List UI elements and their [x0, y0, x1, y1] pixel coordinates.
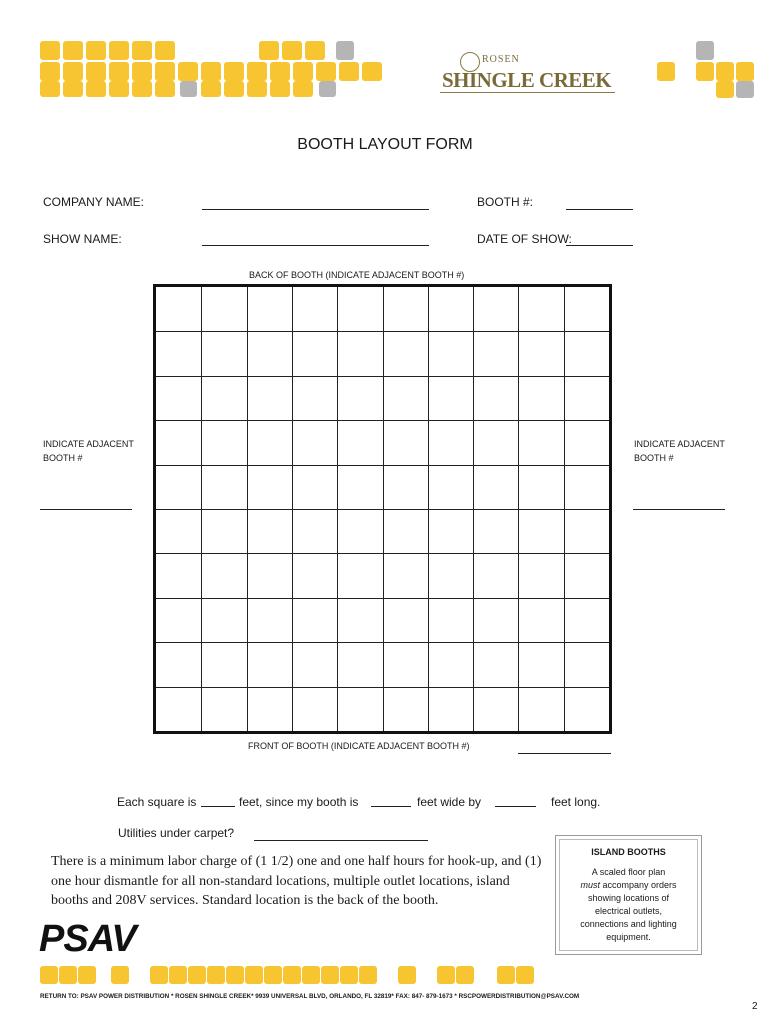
psav-logo: PSAV	[39, 918, 136, 960]
left-adjacent-label-2: BOOTH #	[43, 453, 83, 463]
booth-number-field[interactable]	[566, 209, 633, 210]
show-name-label: SHOW NAME:	[43, 232, 122, 246]
island-line-6: equipment.	[606, 932, 651, 942]
logo-top-text: ROSEN	[482, 54, 520, 65]
form-title: BOOTH LAYOUT FORM	[297, 136, 473, 153]
date-of-show-field[interactable]	[566, 245, 633, 246]
back-of-booth-label: BACK OF BOOTH (INDICATE ADJACENT BOOTH #)	[249, 270, 465, 280]
island-booths-box	[555, 835, 702, 955]
booth-number-label: BOOTH #:	[477, 195, 534, 209]
booth-width-field[interactable]	[371, 806, 411, 807]
booth-length-field[interactable]	[495, 806, 536, 807]
date-of-show-label: DATE OF SHOW:	[477, 232, 572, 246]
island-title: ISLAND BOOTHS	[591, 847, 666, 857]
labor-note: There is a minimum labor charge of (1 1/2) one and one half hours for hook-up, and (1) one hour dismantle for all non-standard locations, multiple outlet locations, island booths and 208V services. Standard location is the back of the booth.	[51, 854, 542, 908]
utilities-label: Utilities under carpet?	[118, 826, 235, 840]
booth-grid[interactable]	[153, 284, 612, 734]
island-line-1: A scaled floor plan	[591, 867, 666, 877]
company-name-label: COMPANY NAME:	[43, 195, 144, 209]
square-text-3: feet wide by	[417, 795, 482, 809]
island-line-3: showing locations of	[587, 893, 670, 903]
front-of-booth-label: FRONT OF BOOTH (INDICATE ADJACENT BOOTH #)	[248, 741, 470, 751]
island-line-2: must accompany orders	[580, 880, 677, 890]
utilities-field[interactable]	[254, 840, 428, 841]
island-line-5: connections and lighting	[580, 919, 677, 929]
right-adjacent-label-1: INDICATE ADJACENT	[634, 439, 725, 449]
island-line-4: electrical outlets,	[594, 906, 663, 916]
square-text-1: Each square is	[117, 795, 197, 809]
right-adjacent-field[interactable]	[633, 509, 725, 510]
square-text-4: feet long.	[551, 795, 601, 809]
footer-return-text: RETURN TO: PSAV POWER DISTRIBUTION * ROSEN SHINGLE CREEK* 9939 UNIVERSAL BLVD, ORLANDO, FL 32819* FAX: 847- 879-1673 * RSCPOWERDISTRIBUTION@PSAV.COM	[40, 993, 580, 1000]
show-name-field[interactable]	[202, 245, 429, 246]
left-adjacent-label-1: INDICATE ADJACENT	[43, 439, 134, 449]
logo-main-text: SHINGLE CREEK	[442, 68, 612, 92]
square-size-field[interactable]	[201, 806, 235, 807]
page-number: 2	[752, 1001, 758, 1012]
left-adjacent-field[interactable]	[40, 509, 132, 510]
shingle-creek-logo	[440, 50, 620, 98]
front-adjacent-field[interactable]	[518, 753, 611, 754]
company-name-field[interactable]	[202, 209, 429, 210]
booth-grid-lines	[156, 287, 609, 731]
right-adjacent-label-2: BOOTH #	[634, 453, 674, 463]
square-text-2: feet, since my booth is	[239, 795, 359, 809]
